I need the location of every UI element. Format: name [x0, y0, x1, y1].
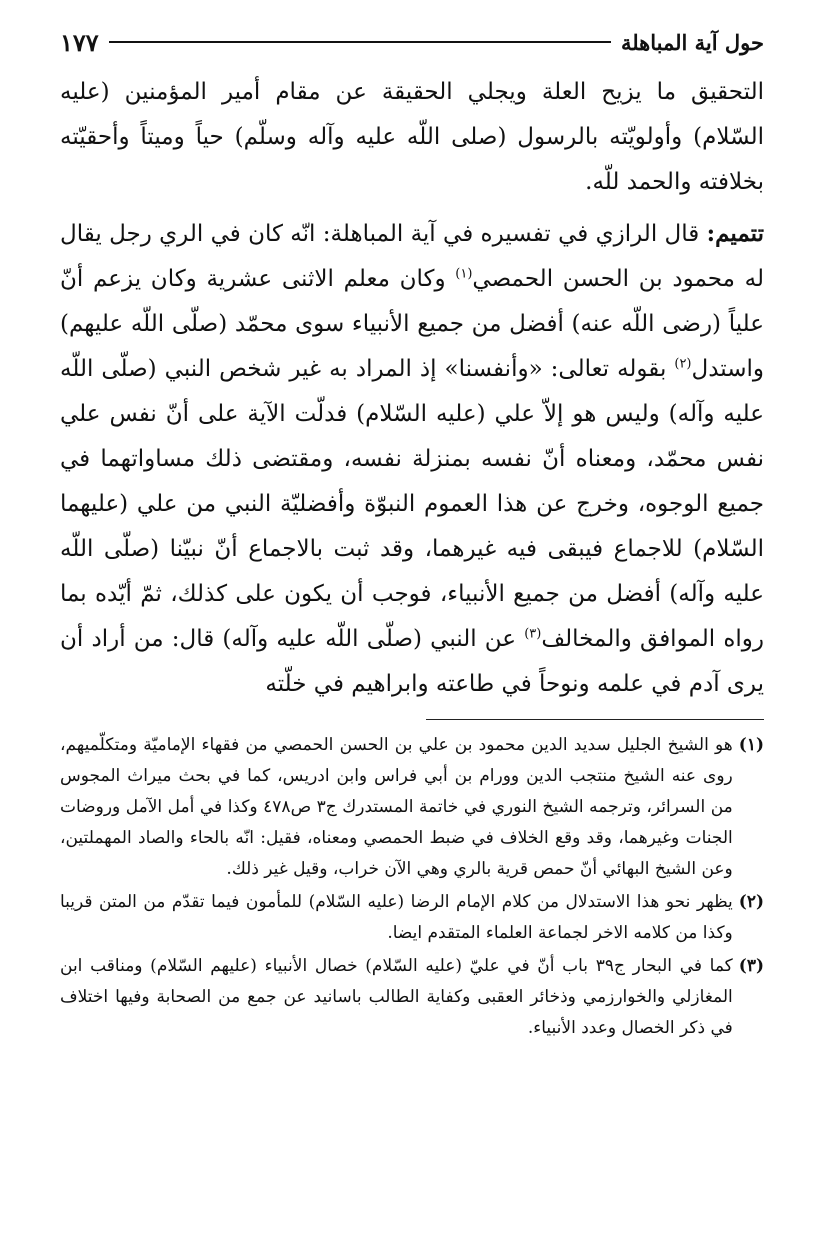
footnote-ref-2[interactable]: (٢) — [674, 356, 692, 372]
footnote — [60, 951, 764, 1044]
footnote-text: هو الشيخ الجليل سديد الدين محمود بن علي بن الحسن الحمصي من فقهاء الإماميّة ومتكلّميهم، روى عنه الشيخ منتجب الدين وورام بن أبي فراس وابن ادريس، كما في بحث ميراث المجوس من السرائر، وترجمه الشيخ النوري في خاتمة المستدرك ج٣ ص٤٧٨ وكذا في أمل الآمل وروضات الجنات وغيرهما، وقد وقع الخلاف في ضبط الحمصي ومعناه، فقيل: انّه بالحاء والصاد المهملتين، وعن الشيخ البهائي أنّ حمص قرية بالري وهي الآن خراب، وقيل غير ذلك. — [60, 735, 733, 879]
paragraph-2-text-a: قال الرازي في تفسيره في آية المباهلة: انّه كان في الري رجل يقال له محمود بن الحسن الحمصي — [60, 221, 765, 292]
footnote-number: (٢) — [738, 892, 764, 912]
paragraph-2-text-b: وكان معلم الاثنى عشرية وكان يزعم أنّ علياً (رضى اللّه عنه) أفضل من جميع الأنبياء سوى محمّد (صلّى اللّه عليهم) واستدل — [60, 266, 764, 382]
running-header — [60, 20, 764, 64]
footnote-ref-3[interactable]: (٣) — [524, 626, 542, 642]
running-title: حول آية المباهلة — [620, 29, 764, 55]
paragraph-1: التحقيق ما يزيح العلة ويجلي الحقيقة عن مقام أمير المؤمنين (عليه السّلام) وأولويّته بالرسول (صلى اللّه عليه وآله وسلّم) حياً وميتاً وأحقيّته بخلافته والحمد للّه. — [60, 79, 764, 195]
lead-word: تتميم: — [706, 220, 764, 247]
footnote-number: (٣) — [738, 956, 764, 976]
header-rule — [109, 41, 611, 43]
book-page — [60, 20, 764, 1223]
footnote-text: يظهر نحو هذا الاستدلال من كلام الإمام الرضا (عليه السّلام) للمأمون فيما تقدّم من المتن قريبا وكذا من كلامه الاخر لجماعة العلماء المتقدم ايضا. — [60, 892, 733, 943]
footnote — [60, 887, 764, 949]
paragraph-2 — [60, 211, 764, 707]
paragraph-2-text-d: عن النبي (صلّى اللّه عليه وآله) قال: من أراد أن يرى آدم في علمه ونوحاً في طاعته وابراهيم في خلّته — [60, 626, 764, 697]
footnote-text: كما في البحار ج٣٩ باب أنّ في عليّ (عليه السّلام) خصال الأنبياء (عليهم السّلام) ومناقب ابن المغازلي والخوارزمي وذخائر العقبى وكفاية الطالب باسانيد عن جمع من الصحابة وفيها اختلاف في ذكر الخصال وعدد الأنبياء. — [60, 956, 733, 1038]
footnote — [60, 730, 764, 885]
paragraph-2-text-c: بقوله تعالى: «وأنفسنا» إذ المراد به غير شخص النبي (صلّى اللّه عليه وآله) وليس هو إلاّ علي (عليه السّلام) فدلّت الآية على أنّ نفس علي نفس محمّد، ومعناه أنّ نفسه بمنزلة نفسه، ومقتضى ذلك مساواتهما في جميع الوجوه، وخرج عن هذا العموم النبوّة وأفضليّة النبي من علي (عليهما السّلام) للاجماع فيبقى فيه غيرهما، وقد ثبت بالاجماع أنّ نبيّنا (صلّى اللّه عليه وآله) أفضل من جميع الأنبياء، فوجب أن يكون على كذلك، ثمّ أيّده بما رواه الموافق والمخالف — [60, 356, 764, 652]
footnotes — [60, 730, 764, 1044]
page-number: ١٧٧ — [60, 27, 99, 57]
main-text — [60, 70, 764, 707]
footnote-number: (١) — [738, 735, 764, 755]
footnote-ref-1[interactable]: (١) — [455, 266, 473, 282]
footnote-rule — [426, 719, 764, 720]
